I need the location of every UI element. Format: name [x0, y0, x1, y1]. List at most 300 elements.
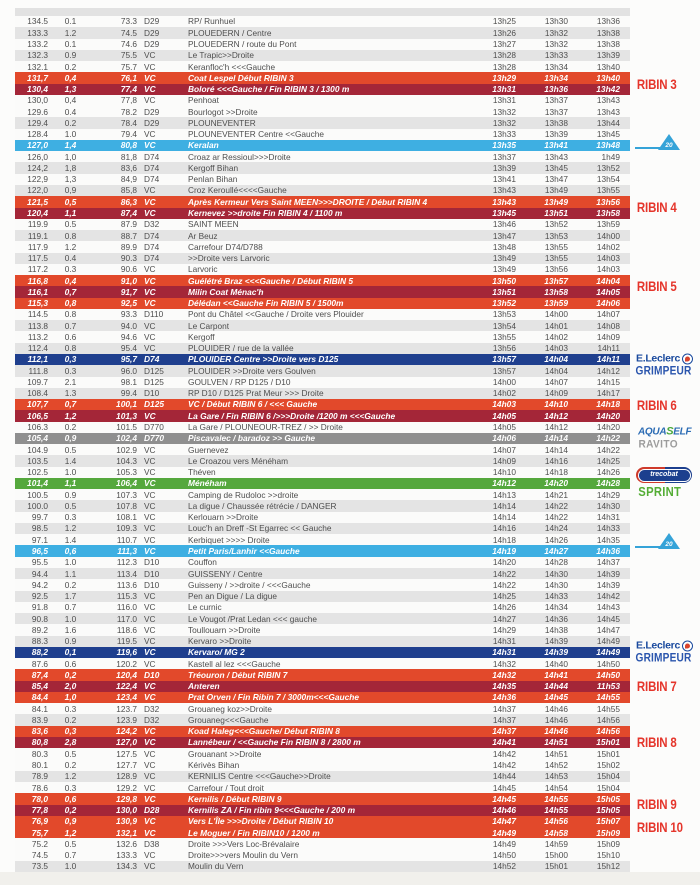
segment-km-cell: 2,8 [64, 737, 77, 748]
time3-cell: 11h53 [596, 681, 620, 692]
km-covered-cell: 91,0 [120, 275, 137, 286]
description-cell: Kastell al lez <<<Gauche [188, 658, 281, 669]
time1-cell: 13h32 [492, 106, 516, 117]
time2-cell: 14h04 [544, 365, 568, 376]
time1-cell: 14h46 [492, 805, 516, 816]
km-remaining-cell: 113.2 [27, 331, 48, 342]
description-cell: RP/ Runhuel [188, 16, 236, 27]
road-cell: VC [144, 771, 156, 782]
trecobat-logo-text: trecobat [639, 470, 690, 481]
description-cell: PLOUIDER Centre >>Droite vers D125 [188, 354, 339, 365]
description-cell: Keranfloc'h <<<Gauche [188, 61, 276, 72]
km-covered-cell: 111,3 [117, 545, 137, 556]
time2-cell: 13h32 [544, 39, 568, 50]
segment-km-cell: 1.3 [64, 388, 77, 399]
km-remaining-cell: 90.8 [31, 613, 48, 624]
description-cell: Le Croazou vers Ménéham [188, 455, 289, 466]
time3-cell: 14h12 [596, 365, 620, 376]
km-remaining-cell: 75.2 [31, 838, 48, 849]
time2-cell: 14h22 [544, 512, 568, 523]
time2-cell: 13h55 [544, 253, 568, 264]
km-remaining-cell: 96,5 [31, 545, 48, 556]
table-row [15, 512, 630, 523]
segment-km-cell: 0,5 [64, 196, 77, 207]
table-row [15, 647, 630, 658]
time3-cell: 14h06 [596, 298, 620, 309]
time3-cell: 14h35 [596, 534, 620, 545]
time3-cell: 14h07 [596, 309, 620, 320]
time3-cell: 13h58 [596, 207, 620, 218]
km-remaining-cell: 78.6 [31, 782, 48, 793]
time1-cell: 14h49 [492, 827, 516, 838]
segment-km-cell: 0.9 [64, 489, 77, 500]
description-cell: Droite >>>Vers Loc-Brévalaire [188, 838, 300, 849]
description-cell: PLOUIDER >>Droite vers Goulven [188, 365, 316, 376]
road-cell: VC [144, 523, 156, 534]
table-row [15, 523, 630, 534]
description-cell: PLOUEDERN / route du Pont [188, 39, 297, 50]
description-cell: PLOUNEVENTER Centre <<Gauche [188, 129, 325, 140]
time3-cell: 14h08 [596, 320, 620, 331]
time1-cell: 13h53 [492, 309, 516, 320]
segment-km-cell: 0.2 [64, 422, 77, 433]
time1-cell: 14h06 [492, 433, 516, 444]
time3-cell: 15h05 [596, 793, 620, 804]
km-covered-cell: 73.3 [120, 16, 137, 27]
table-row [15, 61, 630, 72]
km-covered-cell: 102.9 [116, 444, 137, 455]
segment-km-cell: 1.2 [64, 771, 77, 782]
time1-cell: 13h29 [492, 72, 516, 83]
km-covered-cell: 77,8 [120, 95, 137, 106]
road-cell: VC [144, 602, 156, 613]
description-cell: SAINT MEEN [188, 219, 239, 230]
time1-cell: 14h35 [492, 681, 516, 692]
eleclerc-logo-icon [682, 640, 693, 651]
climb-number: 20 [665, 142, 673, 150]
km-remaining-cell: 113.8 [27, 320, 48, 331]
road-cell: VC [144, 61, 156, 72]
time3-cell: 13h56 [596, 196, 620, 207]
road-cell: VC [144, 748, 156, 759]
description-cell: Coat Lespel Début RIBIN 3 [188, 72, 294, 83]
segment-km-cell: 0,3 [64, 354, 77, 365]
time2-cell: 14h36 [544, 613, 568, 624]
time2-cell: 14h38 [544, 624, 568, 635]
road-cell: VC [144, 410, 156, 421]
time1-cell: 14h36 [492, 692, 516, 703]
km-remaining-cell: 80,8 [31, 737, 48, 748]
km-remaining-cell: 94.4 [31, 568, 48, 579]
table-row [15, 455, 630, 466]
description-cell: Kervaro >>Droite [188, 636, 252, 647]
km-remaining-cell: 124,2 [27, 162, 48, 173]
time1-cell: 13h47 [492, 230, 516, 241]
segment-km-cell: 1.0 [64, 861, 77, 872]
km-covered-cell: 113.4 [116, 568, 137, 579]
description-cell: >>Droite vers Larvoric [188, 253, 270, 264]
table-row [15, 399, 630, 410]
description-cell: Koad Haleg<<<Gauche/ Début RIBIN 8 [188, 726, 340, 737]
km-covered-cell: 119,6 [116, 647, 137, 658]
road-cell: VC [144, 850, 156, 861]
time1-cell: 13h54 [492, 320, 516, 331]
km-covered-cell: 95,7 [120, 354, 137, 365]
time1-cell: 13h43 [492, 196, 516, 207]
km-remaining-cell: 129.4 [27, 117, 48, 128]
time3-cell: 1h49 [601, 151, 620, 162]
km-remaining-cell: 84.1 [31, 703, 48, 714]
road-cell: VC [144, 512, 156, 523]
road-cell: VC [144, 624, 156, 635]
time2-cell: 13h53 [544, 230, 568, 241]
km-covered-cell: 128.9 [116, 771, 137, 782]
table-row [15, 613, 630, 624]
km-covered-cell: 127,0 [116, 737, 137, 748]
time2-cell: 13h59 [544, 298, 568, 309]
table-row [15, 50, 630, 61]
road-cell: D74 [144, 354, 160, 365]
segment-km-cell: 2,0 [64, 681, 77, 692]
km-remaining-cell: 107,7 [27, 399, 48, 410]
itinerary-table [15, 8, 630, 872]
table-row [15, 669, 630, 680]
segment-km-cell: 0.8 [64, 230, 77, 241]
segment-km-cell: 0.4 [64, 106, 77, 117]
segment-km-cell: 0.7 [64, 602, 77, 613]
table-row [15, 230, 630, 241]
table-row [15, 117, 630, 128]
time2-cell: 14h33 [544, 591, 568, 602]
km-covered-cell: 95.4 [120, 343, 137, 354]
time1-cell: 13h31 [492, 95, 516, 106]
time3-cell: 13h38 [596, 39, 620, 50]
table-row [15, 241, 630, 252]
description-cell: Guélétré Braz <<<Gauche / Début RIBIN 5 [188, 275, 353, 286]
km-remaining-cell: 121,5 [27, 196, 48, 207]
km-covered-cell: 112.3 [116, 557, 137, 568]
table-row [15, 714, 630, 725]
time2-cell: 14h39 [544, 636, 568, 647]
description-cell: Kerbiquet >>>> Droite [188, 534, 270, 545]
segment-km-cell: 0,9 [64, 816, 77, 827]
km-remaining-cell: 99.7 [31, 512, 48, 523]
km-remaining-cell: 83.9 [31, 714, 48, 725]
km-remaining-cell: 129.6 [27, 106, 48, 117]
segment-km-cell: 0.9 [64, 50, 77, 61]
grimpeur-prime-label [632, 353, 700, 378]
km-remaining-cell: 131,7 [27, 72, 48, 83]
table-row [15, 658, 630, 669]
time1-cell: 13h31 [492, 84, 516, 95]
description-cell: La Gare / PLOUNEOUR-TREZ / >> Droite [188, 422, 343, 433]
km-covered-cell: 129,8 [116, 793, 137, 804]
segment-km-cell: 0.2 [64, 760, 77, 771]
segment-km-cell: 2.1 [64, 376, 77, 387]
description-cell: Couffon [188, 557, 217, 568]
segment-km-cell: 1.2 [64, 523, 77, 534]
time1-cell: 13h48 [492, 241, 516, 252]
segment-km-cell: 0.5 [64, 219, 77, 230]
side-label-column [632, 0, 700, 885]
km-covered-cell: 109.3 [116, 523, 137, 534]
road-cell: D74 [144, 174, 160, 185]
time2-cell: 14h55 [544, 793, 568, 804]
time1-cell: 13h57 [492, 365, 516, 376]
km-remaining-cell: 74.5 [31, 850, 48, 861]
segment-km-cell: 1,3 [64, 174, 77, 185]
segment-km-cell: 1.4 [64, 455, 77, 466]
time2-cell: 14h09 [544, 388, 568, 399]
km-remaining-cell: 122,9 [27, 174, 48, 185]
description-cell: VC / Début RIBIN 6 / <<< Gauche [188, 399, 318, 410]
time3-cell: 14h31 [596, 512, 620, 523]
km-remaining-cell: 89.2 [31, 624, 48, 635]
km-covered-cell: 110.7 [116, 534, 137, 545]
km-remaining-cell: 76,9 [31, 816, 48, 827]
table-row [15, 253, 630, 264]
km-covered-cell: 116.0 [116, 602, 137, 613]
grimpeur-prime-label [632, 640, 700, 665]
table-row [15, 377, 630, 388]
road-cell: VC [144, 298, 156, 309]
km-remaining-cell: 112,1 [27, 354, 48, 365]
time3-cell: 14h03 [596, 253, 620, 264]
time1-cell: 14h22 [492, 568, 516, 579]
table-row [15, 827, 630, 838]
road-cell: D29 [144, 27, 160, 38]
time3-cell: 14h39 [596, 568, 620, 579]
ravito-feed-zone-label [632, 426, 700, 451]
time1-cell: 14h07 [492, 444, 516, 455]
time3-cell: 14h50 [596, 669, 620, 680]
road-cell: VC [144, 275, 156, 286]
climb-number: 20 [665, 540, 673, 548]
description-cell: Larvoric [188, 264, 218, 275]
table-row [15, 726, 630, 737]
km-remaining-cell: 127,0 [27, 140, 48, 151]
table-row [15, 84, 630, 95]
description-cell: Lannébeur / <<Gauche Fin RIBIN 8 / 2800 m [188, 737, 361, 748]
km-covered-cell: 91,7 [120, 286, 137, 297]
time2-cell: 15h01 [544, 861, 568, 872]
description-cell: GOULVEN / RP D125 / D10 [188, 376, 291, 387]
table-row [15, 602, 630, 613]
time2-cell: 15h00 [544, 850, 568, 861]
table-row [15, 16, 630, 27]
time3-cell: 15h04 [596, 782, 620, 793]
segment-km-cell: 0,4 [64, 275, 77, 286]
time1-cell: 13h26 [492, 27, 516, 38]
road-cell: D74 [144, 162, 160, 173]
km-remaining-cell: 133.2 [27, 39, 48, 50]
description-cell: Toullouarn >>Droite [188, 624, 261, 635]
table-row [15, 129, 630, 140]
time3-cell: 13h59 [596, 219, 620, 230]
table-row [15, 174, 630, 185]
time1-cell: 14h26 [492, 602, 516, 613]
road-cell: D770 [144, 433, 165, 444]
description-cell: Milin Coat Ménac'h [188, 286, 264, 297]
segment-km-cell: 0.1 [64, 16, 77, 27]
table-row [15, 489, 630, 500]
description-cell: Boloré <<<Gauche / Fin RIBIN 3 / 1300 m [188, 84, 350, 95]
time3-cell: 15h01 [596, 748, 620, 759]
time3-cell: 14h47 [596, 624, 620, 635]
time3-cell: 13h39 [596, 50, 620, 61]
ribin-sector-label [632, 278, 700, 294]
time3-cell: 13h54 [596, 174, 620, 185]
description-cell: Kervaro/ MG 2 [188, 647, 245, 658]
time2-cell: 13h57 [544, 275, 568, 286]
ribin-label-text: RIBIN 3 [636, 75, 677, 92]
road-cell: D125 [144, 376, 164, 387]
time3-cell: 15h09 [596, 838, 620, 849]
description-cell: Le Carpont [188, 320, 230, 331]
time1-cell: 13h25 [492, 16, 516, 27]
table-row [15, 805, 630, 816]
time3-cell: 13h52 [596, 162, 620, 173]
table-row [15, 467, 630, 478]
table-row [15, 793, 630, 804]
time3-cell: 15h04 [596, 771, 620, 782]
time3-cell: 13h43 [596, 106, 620, 117]
km-covered-cell: 84,9 [120, 174, 137, 185]
time2-cell: 14h03 [544, 343, 568, 354]
segment-km-cell: 0.2 [64, 714, 77, 725]
time3-cell: 13h40 [596, 61, 620, 72]
time2-cell: 14h58 [544, 827, 568, 838]
description-cell: Kerlouarn >>Droite [188, 512, 259, 523]
time2-cell: 13h49 [544, 185, 568, 196]
table-row [15, 500, 630, 511]
segment-km-cell: 0.5 [64, 748, 77, 759]
time2-cell: 13h33 [544, 50, 568, 61]
time1-cell: 14h09 [492, 455, 516, 466]
time2-cell: 14h20 [544, 478, 568, 489]
km-remaining-cell: 111.8 [28, 365, 48, 376]
description-cell: Ar Beuz [188, 230, 218, 241]
time2-cell: 13h38 [544, 117, 568, 128]
km-remaining-cell: 78,0 [31, 793, 48, 804]
time1-cell: 14h37 [492, 714, 516, 725]
time3-cell: 13h36 [596, 16, 620, 27]
km-remaining-cell: 132.3 [27, 50, 48, 61]
description-cell: Le Trapic>>Droite [188, 50, 254, 61]
time2-cell: 13h49 [544, 196, 568, 207]
time3-cell: 14h09 [596, 331, 620, 342]
time2-cell: 14h16 [544, 455, 568, 466]
description-cell: Pont du Châtel <<Gauche / Droite vers Plouider [188, 309, 364, 320]
time2-cell: 14h18 [544, 467, 568, 478]
km-covered-cell: 90.6 [120, 264, 137, 275]
road-cell: VC [144, 207, 156, 218]
time2-cell: 13h36 [544, 84, 568, 95]
road-cell: VC [144, 467, 156, 478]
road-cell: VC [144, 613, 156, 624]
time3-cell: 14h42 [596, 591, 620, 602]
ribin-sector-label [632, 76, 700, 92]
description-cell: Grouaneg koz>>Droite [188, 703, 272, 714]
time2-cell: 13h43 [544, 151, 568, 162]
segment-km-cell: 0,6 [64, 545, 77, 556]
segment-km-cell: 0.7 [64, 320, 77, 331]
km-remaining-cell: 133.3 [27, 27, 48, 38]
time1-cell: 14h52 [492, 861, 516, 872]
segment-km-cell: 1,2 [64, 827, 77, 838]
road-cell: VC [144, 72, 156, 83]
description-cell: Après Kermeur Vers Saint MEEN>>>DROITE / Début RIBIN 4 [188, 196, 428, 207]
time1-cell: 13h28 [492, 50, 516, 61]
time1-cell: 14h05 [492, 422, 516, 433]
description-cell: La digue / Chaussée rétrécie / DANGER [188, 500, 337, 511]
time2-cell: 14h55 [544, 805, 568, 816]
time3-cell: 13h45 [596, 129, 620, 140]
road-cell: VC [144, 500, 156, 511]
segment-km-cell: 0.5 [64, 444, 77, 455]
time3-cell: 15h07 [596, 816, 620, 827]
km-covered-cell: 76,1 [120, 72, 137, 83]
segment-km-cell: 0,9 [64, 433, 77, 444]
road-cell: VC [144, 591, 156, 602]
road-cell: D10 [144, 388, 160, 399]
road-cell: D32 [144, 703, 160, 714]
table-row [15, 838, 630, 849]
time1-cell: 14h12 [492, 478, 516, 489]
km-covered-cell: 100,1 [116, 399, 137, 410]
road-cell: D29 [144, 39, 160, 50]
km-covered-cell: 85,8 [120, 185, 137, 196]
table-row [15, 545, 630, 556]
segment-km-cell: 0,6 [64, 793, 77, 804]
description-cell: Bourlogot >>Droite [188, 106, 258, 117]
km-covered-cell: 105.3 [116, 467, 137, 478]
road-cell: VC [144, 129, 156, 140]
time3-cell: 14h15 [596, 376, 620, 387]
time2-cell: 13h56 [544, 264, 568, 275]
segment-km-cell: 0,7 [64, 286, 77, 297]
road-cell: D32 [144, 714, 160, 725]
description-cell: Kérivès Bihan [188, 760, 240, 771]
time1-cell: 14h10 [492, 467, 516, 478]
road-cell: D10 [144, 568, 160, 579]
table-row [15, 264, 630, 275]
time1-cell: 14h37 [492, 726, 516, 737]
time3-cell: 15h10 [596, 850, 620, 861]
road-cell: VC [144, 782, 156, 793]
time2-cell: 14h28 [544, 557, 568, 568]
page-footer-strip [0, 872, 700, 885]
table-row [15, 782, 630, 793]
ribin-sector-label [632, 397, 700, 413]
segment-km-cell: 1,1 [64, 207, 77, 218]
climb-icon [632, 132, 700, 150]
time1-cell: 14h14 [492, 500, 516, 511]
km-covered-cell: 117.0 [116, 613, 137, 624]
km-covered-cell: 93.3 [120, 309, 137, 320]
description-cell: Piscavalec / baradoz >> Gauche [188, 433, 316, 444]
segment-km-cell: 1.0 [64, 557, 77, 568]
time2-cell: 14h12 [544, 422, 568, 433]
road-cell: D74 [144, 253, 160, 264]
km-remaining-cell: 87.6 [31, 658, 48, 669]
sprint-label-text: SPRINT [638, 485, 682, 500]
ribin-label-text: RIBIN 5 [636, 278, 677, 295]
time1-cell: 14h42 [492, 748, 516, 759]
road-cell: D125 [144, 399, 165, 410]
km-remaining-cell: 97.1 [31, 534, 48, 545]
time3-cell: 13h44 [596, 117, 620, 128]
